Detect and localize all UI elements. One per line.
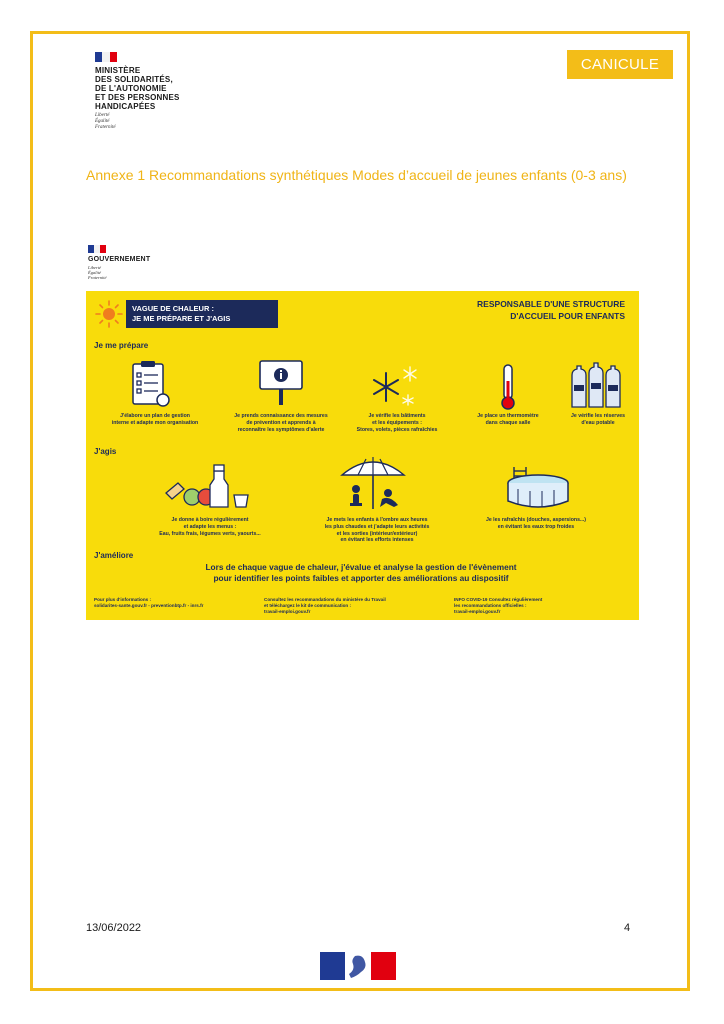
clipboard-checklist-icon bbox=[130, 359, 170, 409]
poster-headline: VAGUE DE CHALEUR : JE ME PRÉPARE ET J'AGIS bbox=[126, 300, 278, 328]
ministry-name: MINISTÈRE DES SOLIDARITÉS, DE L'AUTONOMIE ET DES PERSONNES HANDICAPÉES bbox=[95, 66, 180, 111]
flag-icon bbox=[95, 52, 117, 62]
prepare-caption-4: Je place un thermomètre dans chaque salle bbox=[477, 413, 539, 426]
annex-title: Annexe 1 Recommandations synthétiques Modes d’accueil de jeunes enfants (0-3 ans) bbox=[86, 167, 627, 183]
flag-icon bbox=[88, 245, 106, 253]
parasol-children-icon bbox=[338, 455, 408, 513]
snowflake-icon bbox=[370, 365, 422, 411]
sun-icon bbox=[94, 299, 124, 329]
thermometer-icon bbox=[498, 363, 518, 411]
water-bottles-icon bbox=[568, 361, 624, 409]
prepare-caption-2: Je prends connaissance des mesures de prévention et apprends à reconnaître les symptômes d'alerte bbox=[234, 413, 328, 433]
prepare-caption-3: Je vérifie les bâtiments et les équipements : Stores, volets, pièces rafraîchies bbox=[356, 413, 438, 433]
poster-audience: RESPONSABLE D'UNE STRUCTURE D'ACCUEIL POUR ENFANTS bbox=[477, 299, 625, 321]
government-name: GOUVERNEMENT bbox=[88, 256, 151, 263]
government-motto: Liberté Égalité Fraternité bbox=[88, 265, 107, 280]
act-title: J'agis bbox=[94, 447, 117, 456]
act-caption-2: Je mets les enfants à l'ombre aux heures les plus chaudes et j'adapte leurs activités et les sorties (intérieur/extérieur) en évitant les efforts intenses bbox=[324, 517, 430, 544]
ministry-motto: Liberté Égalité Fraternité bbox=[95, 113, 116, 130]
heatwave-poster bbox=[86, 291, 639, 620]
prepare-caption-1: J'élabore un plan de gestion interne et adapte mon organisation bbox=[111, 413, 199, 426]
poster-footer-covid: INFO COVID-19 Consultez régulièrement les recommandations officielles : travail-emploi.gouv.fr bbox=[454, 597, 543, 614]
marianne-logo-icon bbox=[320, 952, 396, 980]
footer-date: 13/06/2022 bbox=[86, 922, 142, 934]
canicule-badge: CANICULE bbox=[567, 50, 673, 79]
prepare-caption-5: Je vérifie les réserves d'eau potable bbox=[571, 413, 625, 426]
improve-text: Lors de chaque vague de chaleur, j'évalue et analyse la gestion de l'évènement pour identifier les points faibles et apporter des améliorations au dispositif bbox=[205, 562, 517, 583]
page-number: 4 bbox=[624, 922, 631, 934]
act-caption-1: Je donne à boire régulièrement et adapte les menus : Eau, fruits frais, légumes verts, yaourts... bbox=[159, 517, 261, 537]
poster-footer-travail: Consultez les recommandations du ministère du Travail et téléchargez le kit de communication : travail-emploi.gouv.fr bbox=[264, 597, 386, 614]
information-panel-icon bbox=[258, 359, 304, 407]
government-logo bbox=[88, 245, 150, 280]
paddling-pool-icon bbox=[504, 463, 572, 511]
food-and-drink-icon bbox=[164, 461, 254, 511]
improve-title: J'améliore bbox=[94, 551, 134, 560]
poster-footer-info: Pour plus d'informations : solidarites-sante.gouv.fr - preventionbtp.fr - inrs.fr bbox=[94, 597, 204, 608]
act-caption-3: Je les rafraîchis (douches, aspersions...) en évitant les eaux trop froides bbox=[485, 517, 587, 530]
prepare-title: Je me prépare bbox=[94, 341, 149, 350]
ministry-logo bbox=[95, 52, 180, 131]
